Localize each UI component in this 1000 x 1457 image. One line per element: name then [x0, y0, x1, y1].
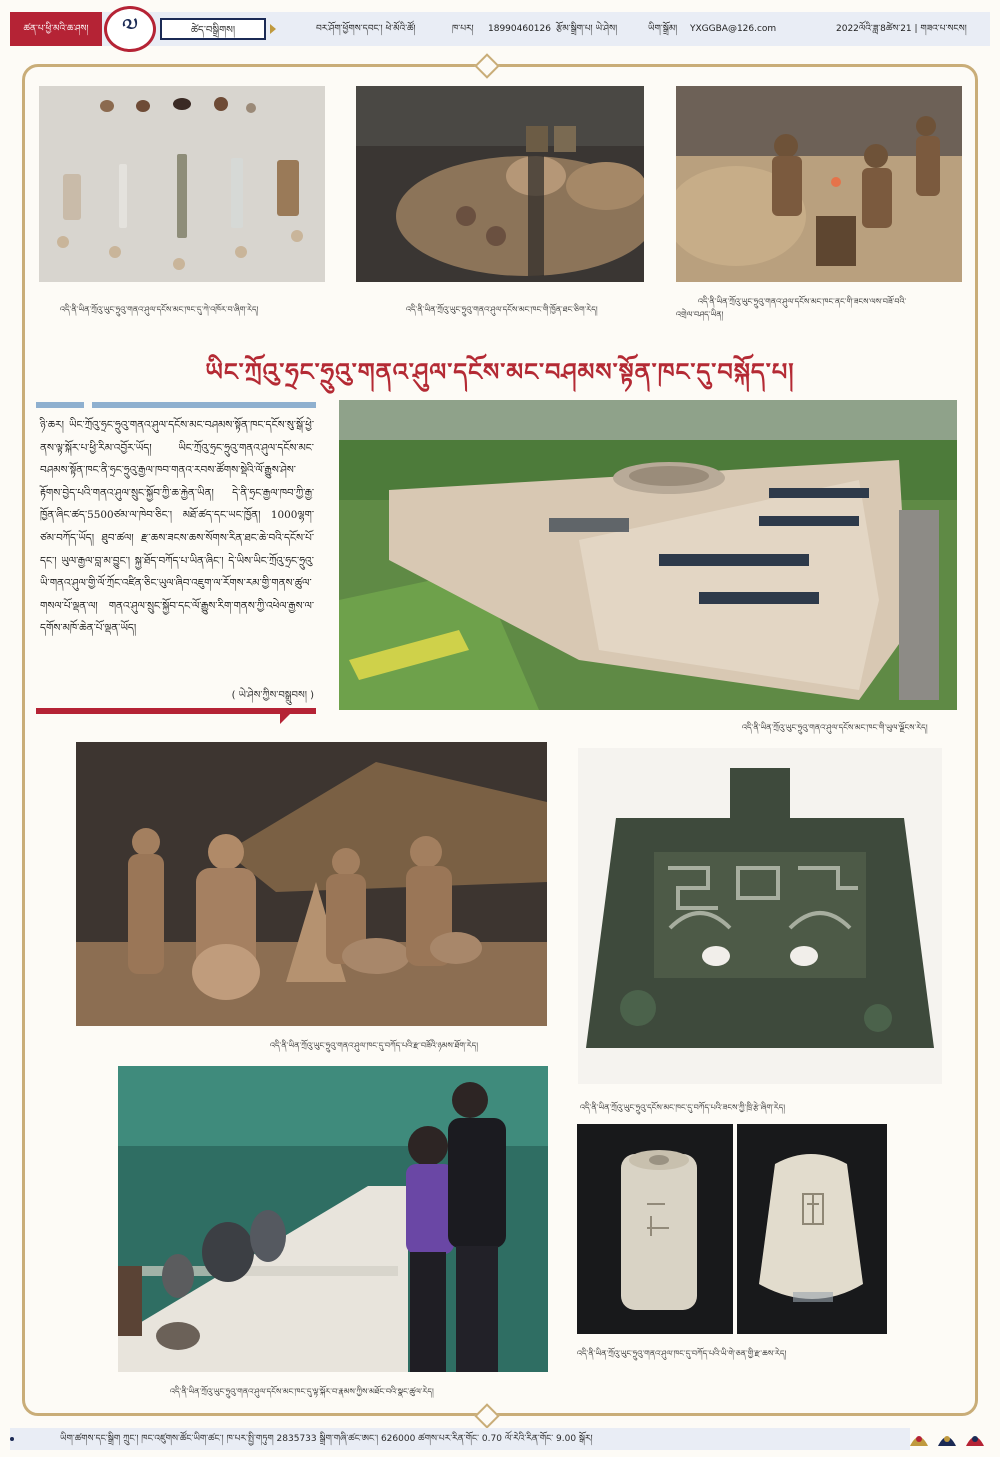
ornament-icon	[936, 1430, 958, 1448]
caption-inscribed-pottery: འདི་ནི་ཡིན་ཀྲོའུ་ཡུང་ཧྲུའུ་གནའ་ཤུལ་ཁང་དུ་བཀོད་པའི་ཡི་གེ་ཅན་གྱི་རྫ་ཆས་རེད།	[577, 1349, 787, 1358]
artifacts-photo	[39, 86, 325, 282]
caption-aerial: འདི་ནི་ཡིན་ཀྲོའུ་ཡུང་ཧྲུའུ་གནའ་ཤུལ་དངོས་མང་ཁང་གི་ཡུལ་ལྗོངས་རེད།	[742, 723, 928, 732]
headline: ཡིང་ཀྲོའུ་ཧྲང་ཧྲུའུ་གནའ་ཤུལ་དངོས་མང་བཤམས་སྟོན་ཁང་དུ་བསྐོད་པ།	[205, 357, 795, 386]
article-rule-top-short	[36, 402, 84, 408]
caption-visitors: འདི་ནི་ཡིན་ཀྲོའུ་ཡུང་ཧྲུའུ་གནའ་ཤུལ་དངོས་མང་ཁང་དུ་ལྟ་སྐོར་བ་རྣམས་ཀྱིས་མཐོང་བའི་སྣང་ཚུལ་རེད།	[170, 1387, 434, 1396]
footer-dot	[10, 1437, 14, 1441]
article-rule-top	[92, 402, 316, 408]
ornament-icon	[908, 1430, 930, 1448]
phone-label: ཁ་པར།	[452, 24, 474, 34]
diorama-illustration	[356, 86, 644, 282]
bronze-casting-illustration	[676, 86, 962, 282]
caption-diorama: འདི་ནི་ཡིན་ཀྲོའུ་ཡུང་ཧྲུའུ་གནའ་ཤུལ་དངོས་མང་ཁང་གི་ཁྱོན་ཐང་ཅིག་རེད།	[406, 305, 598, 314]
bronze-plaque-illustration	[578, 748, 942, 1084]
artifacts-illustration	[39, 86, 325, 282]
pottery-diorama-photo	[76, 742, 547, 1026]
caption-bronze-casting-cont: འགྲེལ་བཤད་ཡིན།	[676, 310, 724, 319]
bronze-plaque-photo	[578, 748, 942, 1084]
article-body: ཉི་ཆར། ཡིང་ཀྲོའུ་ཧྲང་ཧྲུའུ་གནའ་ཤུལ་དངོས་མང་བཤམས་སྟོན་ཁང་དངོས་སུ་སྒོ་ཕྱེ་ནས་ལྟ་སྐོར་པ་ཕྱི་རིམ་འབྱོར་ཡོད། ཡིང་ཀྲོའུ་ཧྲང་ཧྲུའུ་གནའ་ཤུལ་དངོས་མང་བཤམས་སྟོན་ཁང་ནི་ཧྲང་ཧྲུའུ་རྒྱལ་ཁབ་གནའ་རབས་ཚོགས་སྡེའི་ལོ་རྒྱུས་ཤེས་རྟོགས་བྱེད་པའི་གནའ་ཤུལ་སྲུང་སྐྱོབ་ཀྱི་ཆ་རྐྱེན་ཡིན། དེ་ནི་ཧྲང་རྒྱལ་ཁབ་ཀྱི་རྒྱ་ཁྱོན་ཞིང་ཚད་5500ཙམ་ལ་ཁེབ་ཅིང་། མཐོ་ཚད་དང་ཡང་ཁྱོན། 1000ལྷག་ཙམ་བཀོད་ཡོད། ཐུབ་ཚལ། རྫ་ཆས་ཟངས་ཆས་སོགས་རིན་ཐང་ཆེ་བའི་དངོས་པོ་དང་། ཡུལ་རྒྱལ་བླ་མ་བྱུང་། སྐྱ་ཐོད་བཀོད་པ་ཡིན་ཞིང་། དེ་ཡིས་ཡིང་ཀྲོའུ་ཧྲང་ཧྲུའུ་ཡི་གནའ་ཤུལ་གྱི་ལོ་ཀྲོང་འཛིན་ཅིང་ཡུལ་ཞིབ་འཇུག་ལ་རོགས་རམ་གྱི་གནས་ཚུལ་གསལ་པོ་ལྡན་ལ། གནའ་ཤུལ་སྲུང་སྐྱོབ་དང་ལོ་རྒྱུས་རིག་གནས་ཀྱི་འཕེལ་རྒྱས་ལ་དགོས་མཁོ་ཆེན་པོ་ལྡན་ཡོད།	[40, 419, 314, 635]
issue-date: 2022ལོའི་ཟླ་8ཚེས་21 | གཟའ་པ་སངས།	[836, 24, 967, 34]
caption-artifacts: འདི་ནི་ཡིན་ཀྲོའུ་ཡུང་ཧྲུའུ་གནའ་ཤུལ་དངོས་མང་ཁང་དུ་ཀེ་འཁོར་བ་ཞིག་རེད།	[60, 305, 259, 314]
inscribed-pottery-photo-right	[737, 1124, 887, 1334]
museum-aerial-illustration	[339, 400, 957, 710]
article-author: ( ཡེ་ཤེས་ཀྱིས་བསྒྲུབས། )	[231, 690, 314, 701]
caption-bronze-plaque: འདི་ནི་ཡིན་ཀྲོའུ་ཡུང་ཧྲུའུ་དངོས་མང་ཁང་དུ་བཀོད་པའི་ཟངས་ཀྱི་ཁྲི་རྩེ་ཞིག་རེད།	[580, 1103, 786, 1112]
article	[36, 402, 316, 722]
editor-credit: བར་ཤོག་ཕྱོགས་དབང་། ཕེ་མོའི་ཚོ།	[316, 24, 416, 34]
email-address: YXGGBA@126.com	[690, 24, 777, 34]
ornament-icon	[964, 1430, 986, 1448]
page-header	[0, 0, 1000, 58]
footer-publication-info: ཡིག་ཚགས་དང་སྒྲིག ཀྲུང་། ཁང་འཛུགས་ཚོང་ཡིག་ཚང་། ཁ་པར་སྤྱི་གཏུག 2835733 སྒྲིག་གཞི་ཚང་ཨང་། 626000 ཚགས་པར་རིན་གོང་ 0.70 ལོ་རེའི་རིན་གོང་ 9.00 སྒོར།	[60, 1434, 593, 1444]
inscribed-pottery-right-illustration	[737, 1124, 887, 1334]
section-label: ཚེད་བསྒྲིགས།	[160, 18, 266, 40]
caption-pottery: འདི་ནི་ཡིན་ཀྲོའུ་ཡུང་ཧྲུའུ་གནའ་ཤུལ་ཁང་དུ་བཀོད་པའི་རྫ་བཟོའི་ཉམས་ཐོག་རེད།	[270, 1041, 479, 1050]
visitors-illustration	[118, 1066, 548, 1372]
museum-aerial-photo	[339, 400, 957, 710]
article-rule-tip	[280, 714, 290, 724]
phone-number: 18990460126	[488, 24, 551, 34]
page-number-badge: ༧	[104, 6, 156, 52]
caption-bronze-casting: འདི་ནི་ཡིན་ཀྲོའུ་ཡུང་ཧྲུའུ་གནའ་ཤུལ་དངོས་མང་ཁང་ནང་གི་ཟངས་ལས་བཟོ་བའི་	[698, 297, 907, 306]
visitors-photo	[118, 1066, 548, 1372]
pottery-diorama-illustration	[76, 742, 547, 1026]
designer-credit: རྩོམ་སྒྲིག་པ། ཡེ་ཤེས།	[556, 24, 618, 34]
inscribed-pottery-left-illustration	[577, 1124, 733, 1334]
bronze-casting-photo	[676, 86, 962, 282]
inscribed-pottery-photo-left	[577, 1124, 733, 1334]
diorama-photo	[356, 86, 644, 282]
arrow-icon	[270, 24, 276, 34]
email-label: ཡིག་སྒྲོམ།	[648, 24, 678, 34]
article-rule-bottom	[36, 708, 316, 714]
paper-name: ཚན་པ་ཕྱི་མའི་ཆ་ཤས།	[10, 12, 102, 46]
